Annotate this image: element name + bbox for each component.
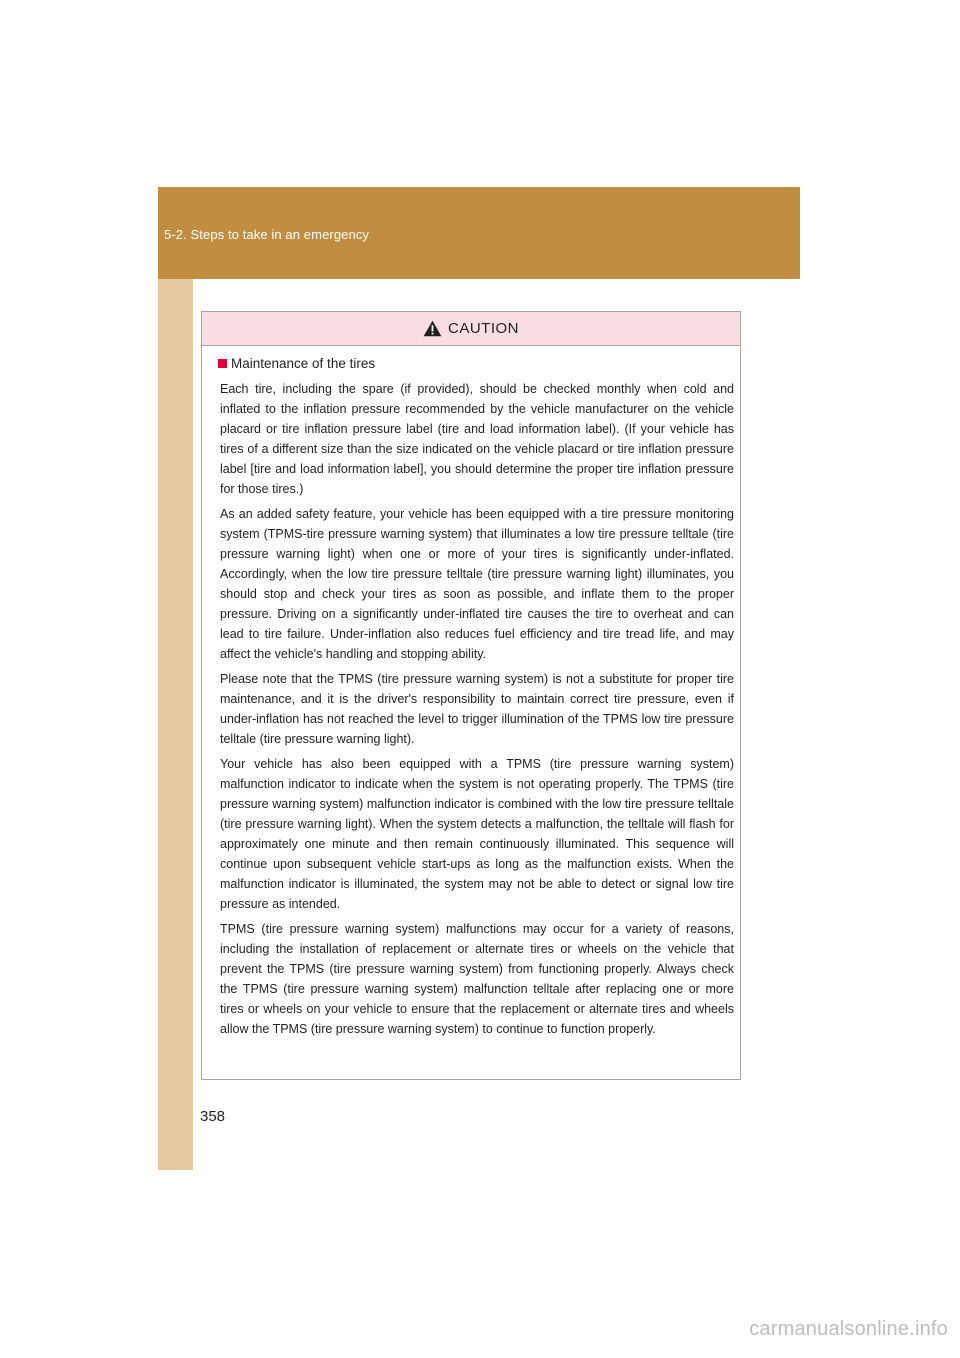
caution-title: CAUTION <box>448 320 519 337</box>
warning-triangle-icon <box>423 320 442 337</box>
section-title: 5-2. Steps to take in an emergency <box>164 227 370 242</box>
square-bullet-icon <box>218 359 227 368</box>
caution-box <box>201 311 741 1080</box>
caution-paragraph: As an added safety feature, your vehicle has been equipped with a tire pressure monitoring system (TPMS-tire pressure warning system) that illuminates a low tire pressure telltale (tire pressure warning light) when one or more of your tires is significantly under-inflated. Accordingly, when the low tire pressure telltale (tire pressure warning light) illuminates, you should stop and check your tires as soon as possible, and inflate them to the proper pressure. Driving on a significantly under-inflated tire causes the tire to overheat and can lead to tire failure. Under-inflation also reduces fuel efficiency and tire tread life, and may affect the vehicle's handling and stopping ability. <box>220 507 734 661</box>
caution-paragraph: Please note that the TPMS (tire pressure warning system) is not a substitute for proper tire maintenance, and it is the driver's responsibility to maintain correct tire pressure, even if under-inflation has not reached the level to trigger illumination of the TPMS low tire pressure telltale (tire pressure warning light). <box>220 672 734 746</box>
section-header-band <box>158 187 800 279</box>
page-number: 358 <box>200 1108 226 1125</box>
watermark-link[interactable]: carmanualsonline.info <box>749 1318 948 1340</box>
caution-subheading-text: Maintenance of the tires <box>231 356 376 371</box>
caution-paragraph: TPMS (tire pressure warning system) malfunctions may occur for a variety of reasons, including the installation of replacement or alternate tires or wheels on the vehicle that prevent the TPMS (tire pressure warning system) from functioning properly. Always check the TPMS (tire pressure warning system) malfunction telltale after replacing one or more tires or wheels on your vehicle to ensure that the replacement or alternate tires and wheels allow the TPMS (tire pressure warning system) to continue to function properly. <box>220 922 734 1036</box>
side-tab-bar <box>158 279 193 1170</box>
caution-paragraph: Each tire, including the spare (if provided), should be checked monthly when cold and inflated to the inflation pressure recommended by the vehicle manufacturer on the vehicle placard or tire inflation pressure label (tire and load information label). (If your vehicle has tires of a different size than the size indicated on the vehicle placard or tire inflation pressure label [tire and load information label], you should determine the proper tire inflation pressure for those tires.) <box>220 382 734 496</box>
caution-content <box>202 346 740 1039</box>
caution-paragraph: Your vehicle has also been equipped with a TPMS (tire pressure warning system) malfunction indicator to indicate when the system is not operating properly. The TPMS (tire pressure warning system) malfunction indicator is combined with the low tire pressure telltale (tire pressure warning light). When the system detects a malfunction, the telltale will flash for approximately one minute and then remain continuously illuminated. This sequence will continue upon subsequent vehicle start-ups as long as the malfunction exists. When the malfunction indicator is illuminated, the system may not be able to detect or signal low tire pressure as intended. <box>220 757 734 911</box>
caution-header <box>202 312 740 346</box>
caution-subheading <box>218 356 734 371</box>
